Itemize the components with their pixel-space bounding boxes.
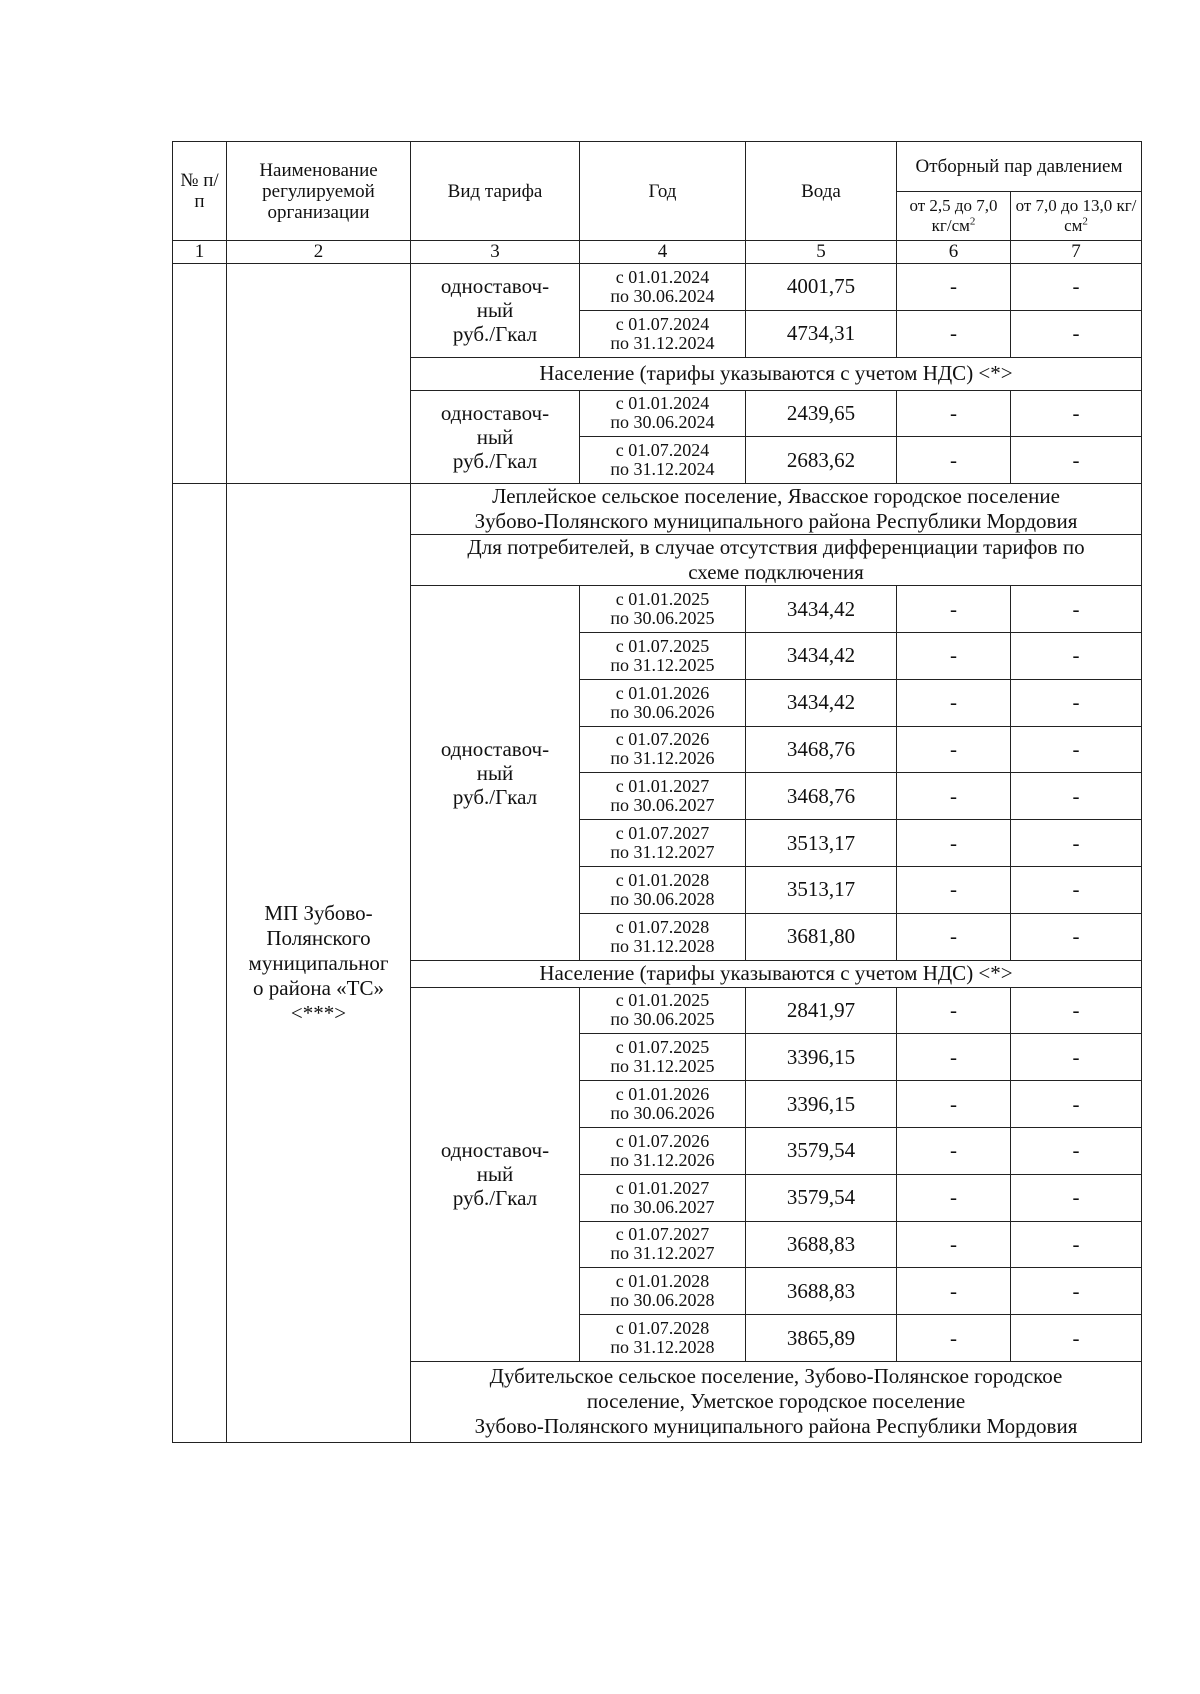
column-number-2: 2: [227, 241, 411, 264]
water-value-cell: 3396,15: [746, 1034, 897, 1081]
period-cell: с 01.01.2025 по 30.06.2025: [580, 586, 746, 633]
table-row: [173, 264, 1142, 311]
organization-cell: [227, 264, 411, 484]
steam-low-value: -: [897, 679, 1011, 726]
steam-low-value: -: [897, 437, 1011, 484]
steam-low-value: -: [897, 913, 1011, 960]
water-value-cell: 3513,17: [746, 820, 897, 867]
water-value-cell: 3681,80: [746, 913, 897, 960]
steam-high-value: -: [1011, 1268, 1142, 1315]
steam-low-value: -: [897, 726, 1011, 773]
steam-low-value: -: [897, 866, 1011, 913]
steam-low-value: -: [897, 1221, 1011, 1268]
steam-low-value: -: [897, 1127, 1011, 1174]
period-cell: с 01.01.2026 по 30.06.2026: [580, 679, 746, 726]
period-cell: с 01.01.2028 по 30.06.2028: [580, 866, 746, 913]
steam-low-value: -: [897, 773, 1011, 820]
period-cell: с 01.07.2025 по 31.12.2025: [580, 632, 746, 679]
final-territory-row: Дубительское сельское поселение, Зубово-Полянское городское поселение, Уметское городское поселение Зубово-Полянского муниципального района Республики Мордовия: [411, 1361, 1142, 1442]
period-cell: с 01.01.2027 по 30.06.2027: [580, 1174, 746, 1221]
water-value-cell: 3434,42: [746, 586, 897, 633]
steam-high-value: -: [1011, 586, 1142, 633]
steam-high-value: -: [1011, 632, 1142, 679]
steam-low-value: -: [897, 310, 1011, 357]
water-value-cell: 3396,15: [746, 1081, 897, 1128]
water-value-cell: 3513,17: [746, 866, 897, 913]
period-cell: с 01.07.2028 по 31.12.2028: [580, 1315, 746, 1362]
water-value-cell: 3468,76: [746, 773, 897, 820]
tariff-type-cell: одноставоч- ный руб./Гкал: [411, 264, 580, 358]
row-number-cell: [173, 484, 227, 1443]
column-number-4: 4: [580, 241, 746, 264]
steam-high-value: -: [1011, 1127, 1142, 1174]
steam-low-value: -: [897, 1174, 1011, 1221]
header-organization: Наименование регулируемой организации: [227, 142, 411, 241]
steam-high-value: -: [1011, 679, 1142, 726]
water-value-cell: 3579,54: [746, 1174, 897, 1221]
period-cell: с 01.01.2024 по 30.06.2024: [580, 390, 746, 437]
water-value-cell: 4001,75: [746, 264, 897, 311]
population-header-row: Население (тарифы указываются с учетом НДС) <*>: [411, 960, 1142, 987]
header-year: Год: [580, 142, 746, 241]
steam-high-value: -: [1011, 726, 1142, 773]
steam-high-value: -: [1011, 820, 1142, 867]
steam-high-value: -: [1011, 773, 1142, 820]
steam-low-value: -: [897, 1081, 1011, 1128]
water-value-cell: 3468,76: [746, 726, 897, 773]
tariff-table: [172, 141, 1142, 1443]
steam-low-value: -: [897, 632, 1011, 679]
steam-high-value: -: [1011, 866, 1142, 913]
period-cell: с 01.07.2028 по 31.12.2028: [580, 913, 746, 960]
header-water: Вода: [746, 142, 897, 241]
period-cell: с 01.07.2024 по 31.12.2024: [580, 310, 746, 357]
tariff-type-cell: одноставоч- ный руб./Гкал: [411, 987, 580, 1361]
water-value-cell: 2683,62: [746, 437, 897, 484]
header-steam-high: от 7,0 до 13,0 $кг/см^2$: [1011, 192, 1142, 241]
steam-low-value: -: [897, 390, 1011, 437]
column-number-1: 1: [173, 241, 227, 264]
column-number-row: [173, 241, 1142, 264]
steam-high-value: -: [1011, 1221, 1142, 1268]
water-value-cell: 3865,89: [746, 1315, 897, 1362]
header-row-number: № п/п: [173, 142, 227, 241]
period-cell: с 01.01.2028 по 30.06.2028: [580, 1268, 746, 1315]
steam-high-value: -: [1011, 987, 1142, 1034]
steam-high-value: -: [1011, 390, 1142, 437]
period-cell: с 01.07.2026 по 31.12.2026: [580, 726, 746, 773]
water-value-cell: 3434,42: [746, 632, 897, 679]
header-steam-low: от 2,5 до 7,0 $кг/см^2$: [897, 192, 1011, 241]
steam-low-value: -: [897, 1315, 1011, 1362]
column-number-6: 6: [897, 241, 1011, 264]
period-cell: с 01.01.2026 по 30.06.2026: [580, 1081, 746, 1128]
period-cell: с 01.07.2026 по 31.12.2026: [580, 1127, 746, 1174]
table-row: [173, 484, 1142, 535]
period-cell: с 01.07.2024 по 31.12.2024: [580, 437, 746, 484]
tariff-type-cell: одноставоч- ный руб./Гкал: [411, 586, 580, 960]
steam-high-value: -: [1011, 1174, 1142, 1221]
steam-high-value: -: [1011, 913, 1142, 960]
steam-high-value: -: [1011, 1034, 1142, 1081]
water-value-cell: 3688,83: [746, 1221, 897, 1268]
water-value-cell: 3434,42: [746, 679, 897, 726]
water-value-cell: 2439,65: [746, 390, 897, 437]
steam-low-value: -: [897, 586, 1011, 633]
period-cell: с 01.01.2024 по 30.06.2024: [580, 264, 746, 311]
water-value-cell: 2841,97: [746, 987, 897, 1034]
column-number-5: 5: [746, 241, 897, 264]
row-number-cell: [173, 264, 227, 484]
steam-high-value: -: [1011, 264, 1142, 311]
column-number-7: 7: [1011, 241, 1142, 264]
tariff-table-body: [173, 142, 1142, 1443]
period-cell: с 01.01.2027 по 30.06.2027: [580, 773, 746, 820]
period-cell: с 01.01.2025 по 30.06.2025: [580, 987, 746, 1034]
water-value-cell: 3688,83: [746, 1268, 897, 1315]
column-number-3: 3: [411, 241, 580, 264]
steam-low-value: -: [897, 1034, 1011, 1081]
period-cell: с 01.07.2025 по 31.12.2025: [580, 1034, 746, 1081]
water-value-cell: 4734,31: [746, 310, 897, 357]
steam-low-value: -: [897, 1268, 1011, 1315]
steam-high-value: -: [1011, 437, 1142, 484]
consumers-header-row: Для потребителей, в случае отсутствия дифференциации тарифов по схеме подключения: [411, 535, 1142, 586]
territory-header-row: Леплейское сельское поселение, Явасское городское поселение Зубово-Полянского муниципального района Республики Мордовия: [411, 484, 1142, 535]
steam-low-value: -: [897, 264, 1011, 311]
water-value-cell: 3579,54: [746, 1127, 897, 1174]
header-steam: Отборный пар давлением: [897, 142, 1142, 192]
period-cell: с 01.07.2027 по 31.12.2027: [580, 1221, 746, 1268]
tariff-type-cell: одноставоч- ный руб./Гкал: [411, 390, 580, 484]
steam-high-value: -: [1011, 1315, 1142, 1362]
population-header-row: Население (тарифы указываются с учетом НДС) <*>: [411, 357, 1142, 390]
steam-high-value: -: [1011, 310, 1142, 357]
steam-low-value: -: [897, 820, 1011, 867]
period-cell: с 01.07.2027 по 31.12.2027: [580, 820, 746, 867]
steam-low-value: -: [897, 987, 1011, 1034]
steam-high-value: -: [1011, 1081, 1142, 1128]
organization-name-cell: МП Зубово- Полянского муниципальног о района «ТС» <***>: [227, 484, 411, 1443]
header-tariff-type: Вид тарифа: [411, 142, 580, 241]
